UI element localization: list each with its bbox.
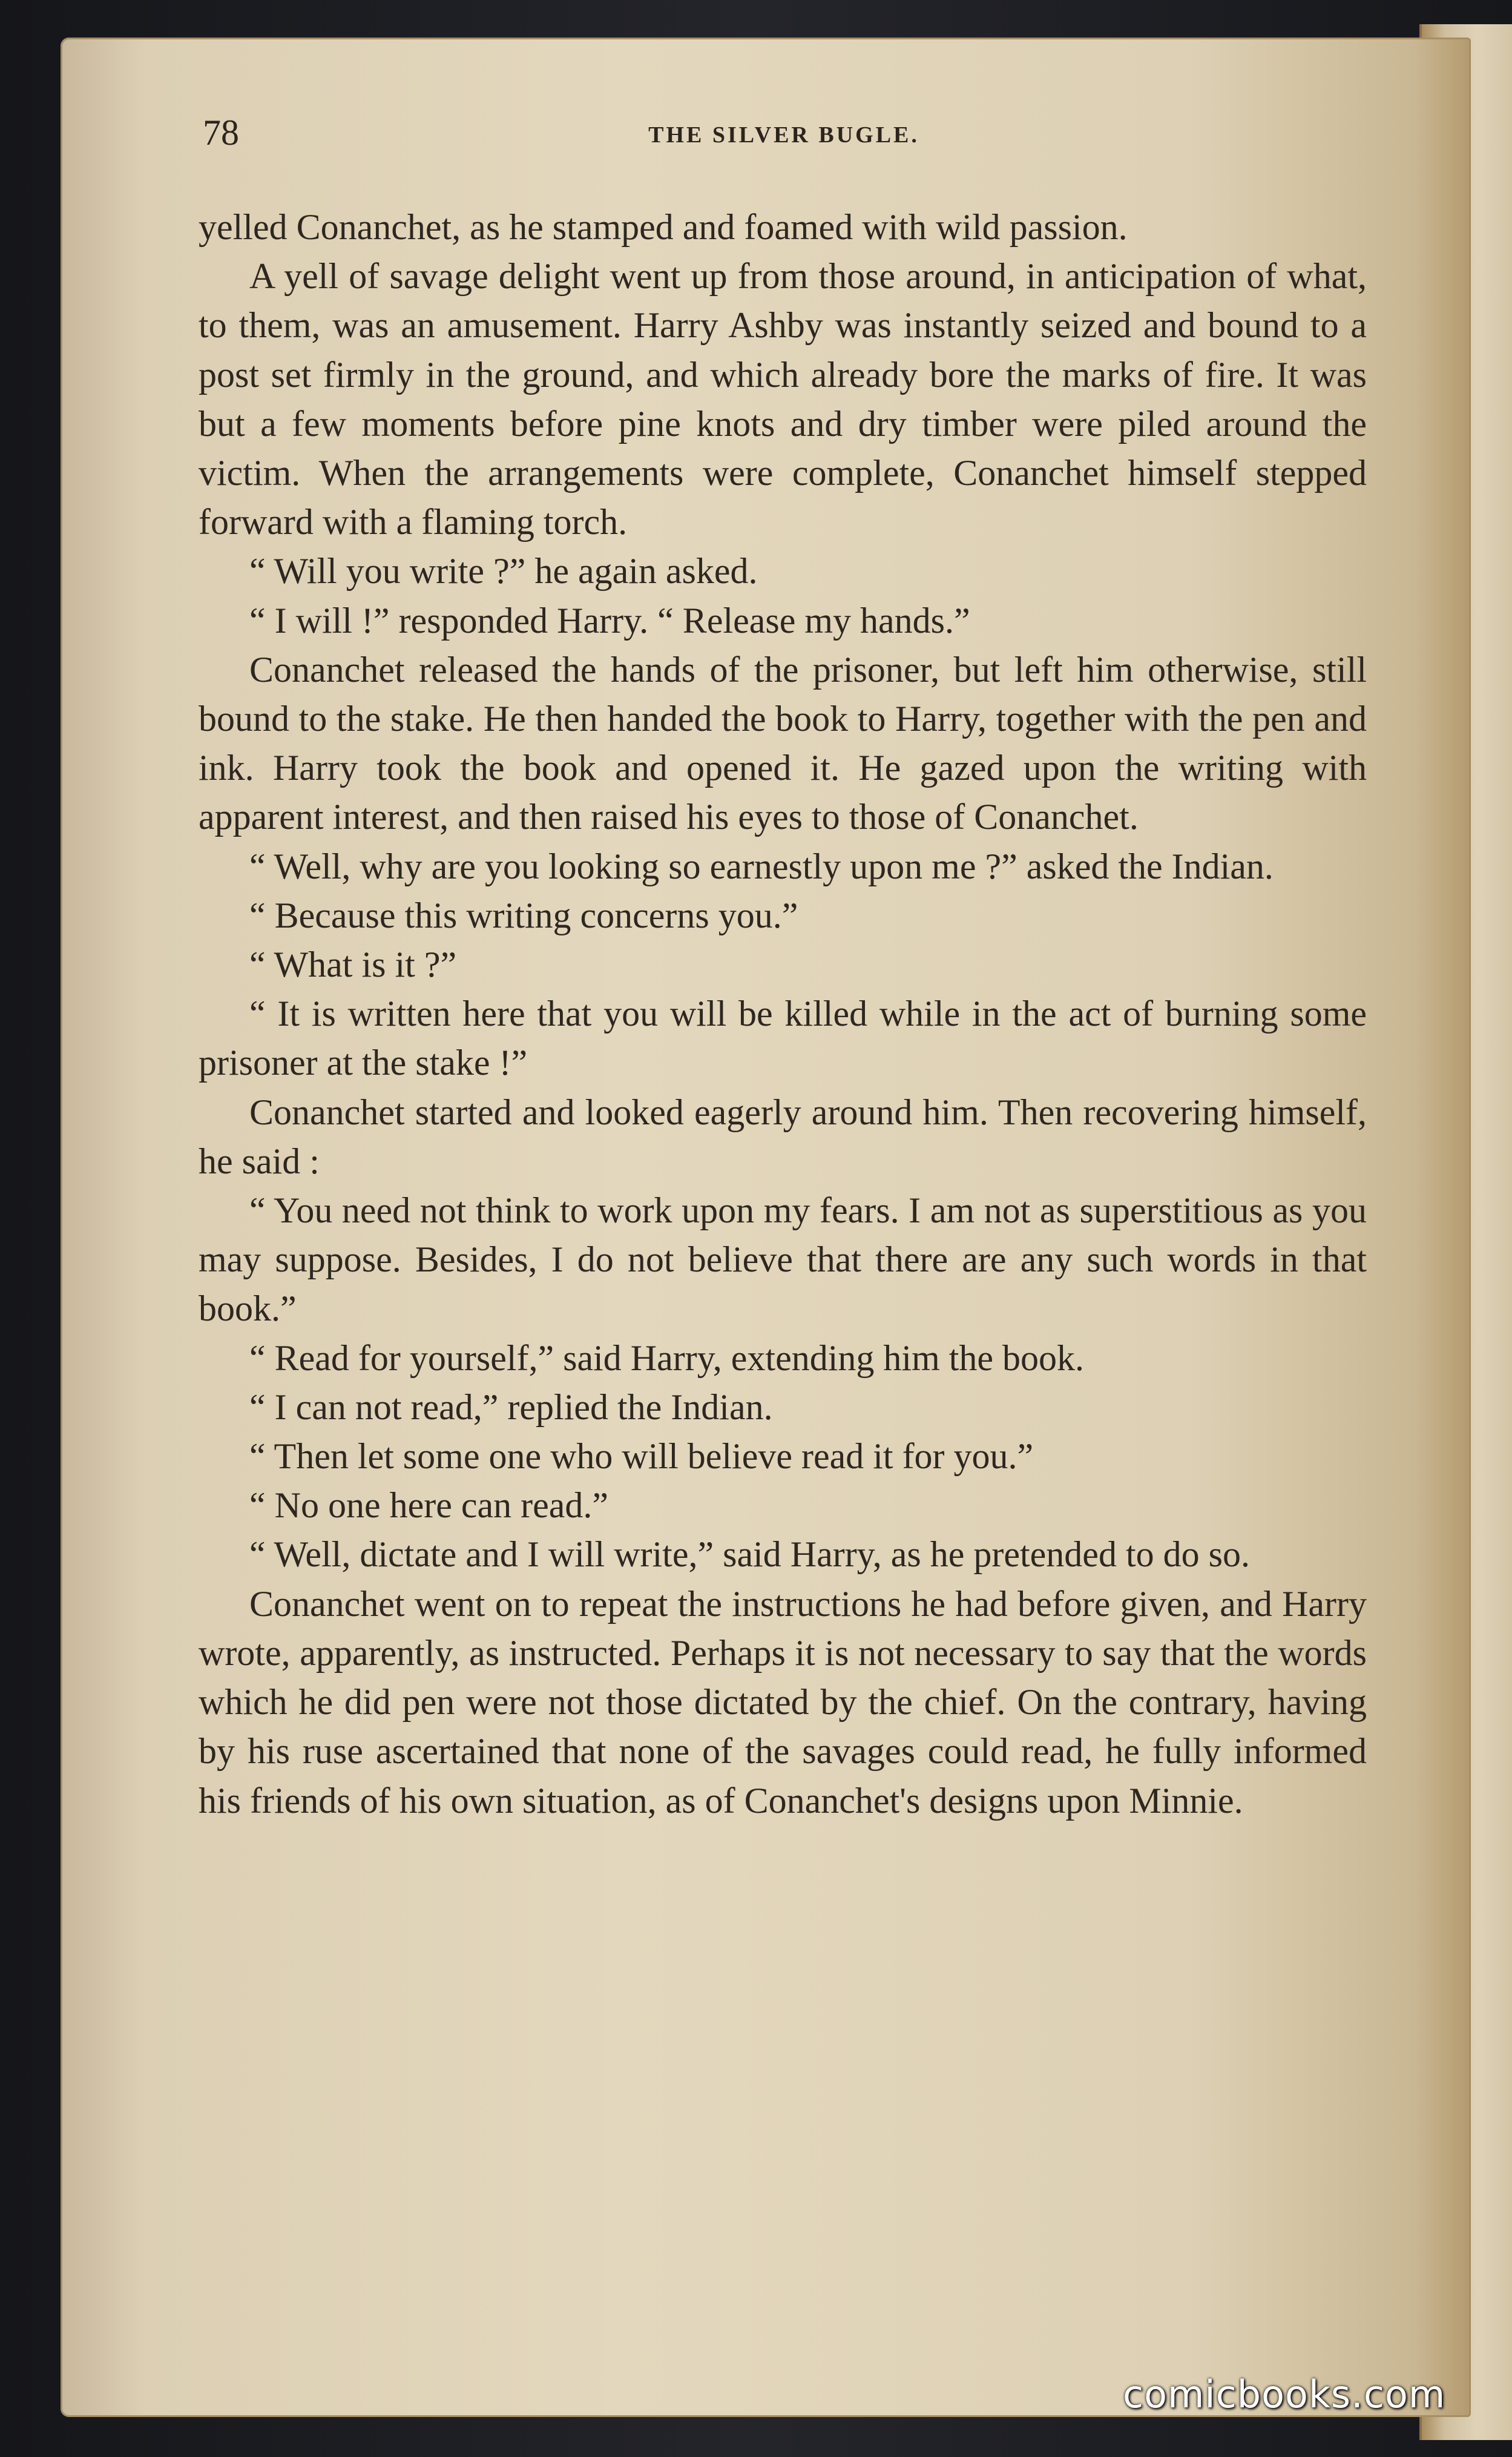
paragraph: Conanchet went on to repeat the instructions he had before given, and Harry wrote, apparently, as instructed. Perhaps it is not necessary to say that the words which he did pen were not those dictated by the chief. On the contrary, having by his ruse ascertained that none of the savages could read, he fully informed his friends of his own situation, as of Conanchet's designs upon Minnie. bbox=[199, 1583, 1367, 1821]
paragraph: “ Read for yourself,” said Harry, extending him the book. bbox=[249, 1337, 1085, 1378]
running-title: THE SILVER BUGLE. bbox=[648, 122, 919, 148]
paragraph: yelled Conanchet, as he stamped and foamed with wild passion. bbox=[199, 207, 1128, 247]
paragraph: “ Well, why are you looking so earnestly upon me ?” asked the Indian. bbox=[249, 846, 1274, 886]
page-number: 78 bbox=[203, 113, 239, 153]
watermark: comicbooks.com bbox=[1123, 2372, 1446, 2416]
page-body-text bbox=[199, 203, 1367, 1825]
paragraph: Conanchet started and looked eagerly around him. Then recovering himself, he said : bbox=[199, 1092, 1367, 1181]
paragraph: “ It is written here that you will be killed while in the act of burning some prisoner at the stake !” bbox=[199, 994, 1367, 1083]
paragraph: “ I can not read,” replied the Indian. bbox=[249, 1387, 773, 1427]
paragraph: “ Then let some one who will believe read it for you.” bbox=[249, 1436, 1034, 1477]
paragraph: “ What is it ?” bbox=[249, 945, 457, 985]
paragraph: “ I will !” responded Harry. “ Release my hands.” bbox=[249, 600, 970, 641]
paragraph: “ Well, dictate and I will write,” said Harry, as he pretended to do so. bbox=[249, 1534, 1250, 1575]
page-header bbox=[203, 112, 1365, 160]
paragraph: “ No one here can read.” bbox=[249, 1485, 608, 1526]
paragraph: “ You need not think to work upon my fears. I am not as superstitious as you may suppose. Besides, I do not believe that there are any such words in that book.” bbox=[199, 1190, 1367, 1329]
paragraph: A yell of savage delight went up from those around, in anticipation of what, to them, was an amusement. Harry Ashby was instantly seized and bound to a post set firmly in the ground, and which already bore the marks of fire. It was but a few moments before pine knots and dry timber were piled around the victim. When the arrangements were complete, Conanchet himself stepped forward with a flaming torch. bbox=[199, 256, 1367, 543]
paragraph: “ Will you write ?” he again asked. bbox=[249, 551, 758, 592]
paragraph: Conanchet released the hands of the prisoner, but left him otherwise, still bound to the stake. He then handed the book to Harry, together with the pen and ink. Harry took the book and opened it. He gazed upon the writing with apparent interest, and then raised his eyes to those of Conanchet. bbox=[199, 649, 1367, 837]
paragraph: “ Because this writing concerns you.” bbox=[249, 895, 798, 935]
